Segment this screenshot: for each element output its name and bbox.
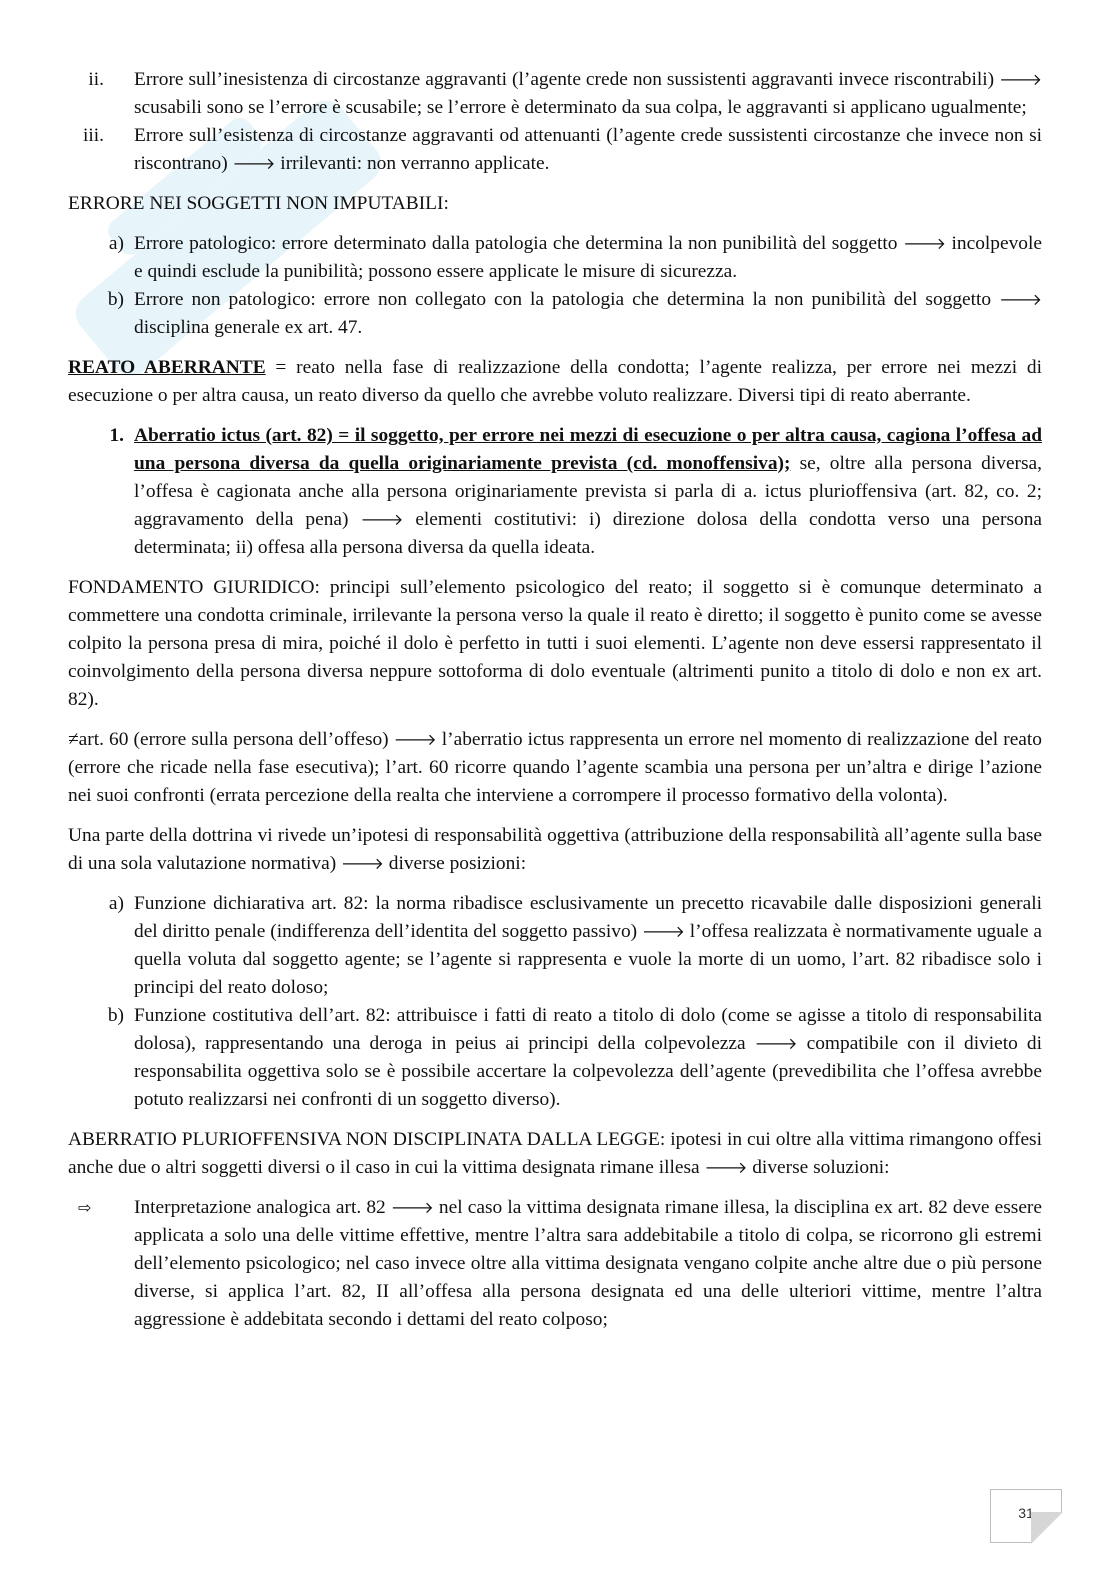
list-item: b) Funzione costitutiva dell’art. 82: attribuisce i fatti di reato a titolo di dolo (come se agisse a titolo di responsabilita dolosa), rappresentando una deroga in peius ai principi della colpevolezza 🡒 compatibile con il divieto di responsabilita oggettiva solo se è possibile accertare la colpevolezza dell’agente (prevedibilita che l’offesa avrebbe potuto realizzarsi nei confronti di un soggetto diverso). xyxy=(68,1002,1042,1114)
list-item: 1. Aberratio ictus (art. 82) = il soggetto, per errore nei mezzi di esecuzione o per altra causa, cagiona l’offesa ad una persona diversa da quella originariamente prevista (cd. monoffensiva); se, oltre alla persona diversa, l’offesa è cagionata anche alla persona originariamente prevista si parla di a. ictus plurioffensiva (art. 82, co. 2; aggravamento della pena) 🡒 elementi costitutivi: i) direzione dolosa della condotta verso una persona determinata; ii) offesa alla persona diversa da quella ideata. xyxy=(68,422,1042,562)
hollow-arrow-bullet-icon: ⇨ xyxy=(78,1198,92,1217)
list-marker: ii. xyxy=(88,69,104,90)
arrow-icon: 🡒 xyxy=(754,1034,798,1053)
page-number: 31 xyxy=(1018,1505,1034,1521)
list-marker: b) xyxy=(107,289,124,310)
section-heading: ERRORE NEI SOGGETTI NON IMPUTABILI: xyxy=(68,193,449,214)
list-marker: a) xyxy=(108,893,124,914)
list-item: iii. Errore sull’esistenza di circostanze aggravanti od attenuanti (l’agente crede sussistenti circostanze che invece non si riscontrano) 🡒 irrilevanti: non verranno applicate. xyxy=(68,122,1042,178)
art60-paragraph: ≠art. 60 (errore sulla persona dell’offeso) 🡒 l’aberratio ictus rappresenta un errore nel momento di realizzazione del reato (errore che ricade nella fase esecutiva); l’art. 60 ricorre quando l’agente scambia una persona per un’altra e dirige l’azione nei suoi confronti (errata percezione della realta che interviene a corrompere il processo formativo della volonta). xyxy=(68,729,1042,806)
list-item: a) Errore patologico: errore determinato dalla patologia che determina la non punibilità del soggetto 🡒 incolpevole e quindi esclude la punibilità; possono essere applicate le misure di sicurezza. xyxy=(68,230,1042,286)
fondamento-paragraph: FONDAMENTO GIURIDICO: principi sull’elemento psicologico del reato; il soggetto si è comunque determinato a commettere una condotta criminale, irrilevante la persona verso la quale il reato è diretto; il soggetto è punito come se avesse colpito la persona presa di mira, poiché il dolo è perfetto in tutti i suoi elementi. L’agente non deve essersi rappresentato il coinvolgimento della persona diversa neppure sottoforma di dolo eventuale (altrimenti punito a titolo di dolo e non ex art. 82). xyxy=(68,577,1042,710)
arrow-icon: 🡒 xyxy=(390,1198,434,1217)
arrow-icon: 🡒 xyxy=(641,922,685,941)
list-item: ii. Errore sull’inesistenza di circostanze aggravanti (l’agente crede non sussistenti aggravanti invece riscontrabili) 🡒 scusabili sono se l’errore è scusabile; se l’errore è determinato da sua colpa, le aggravanti si applicano ugualmente; xyxy=(68,66,1042,122)
arrow-icon: 🡒 xyxy=(232,154,276,173)
dottrina-list xyxy=(68,890,1042,1114)
numbered-list xyxy=(68,422,1042,562)
arrow-icon: 🡒 xyxy=(393,730,437,749)
list-item: b) Errore non patologico: errore non collegato con la patologia che determina la non punibilità del soggetto 🡒 disciplina generale ex art. 47. xyxy=(68,286,1042,342)
list-marker: a) xyxy=(108,233,124,254)
arrow-icon: 🡒 xyxy=(704,1158,748,1177)
plurioffensiva-paragraph: ABERRATIO PLURIOFFENSIVA NON DISCIPLINATA DALLA LEGGE: ipotesi in cui oltre alla vittima rimangono offesi anche due o altri soggetti diversi o il caso in cui la vittima designata rimane illesa 🡒 diverse soluzioni: xyxy=(68,1129,1042,1178)
dottrina-paragraph: Una parte della dottrina vi rivede un’ipotesi di responsabilità oggettiva (attribuzione della responsabilità all’agente sulla base di una sola valutazione normativa) 🡒 diverse posizioni: xyxy=(68,825,1042,874)
list-marker: b) xyxy=(107,1005,124,1026)
list-marker: 1. xyxy=(109,425,124,446)
roman-list xyxy=(68,66,1042,178)
page-curl-icon xyxy=(1031,1512,1063,1544)
list-item: a) Funzione dichiarativa art. 82: la norma ribadisce esclusivamente un precetto ricavabile dalle disposizioni generali del diritto penale (indifferenza dell’identita del soggetto passivo) 🡒 l’offesa realizzata è normativamente uguale a quella voluta dal soggetto agente; se l’agente si rappresenta e vuole la morte di un uomo, l’art. 82 ribadisce solo i principi del reato doloso; xyxy=(68,890,1042,1002)
term-heading: REATO ABERRANTE xyxy=(68,357,266,378)
list-marker: iii. xyxy=(82,125,104,146)
plurioffensiva-list xyxy=(68,1194,1042,1334)
list-item: ⇨ Interpretazione analogica art. 82 🡒 nel caso la vittima designata rimane illesa, la disciplina ex art. 82 deve essere applicata a solo una delle vittime effettive, mentre l’altra sara addebitabile a titolo di colpa, se ricorrono gli estremi dell’elemento psicologico; nel caso invece oltre alla vittima designata vengano colpite anche altre due o più persone diverse, si applica l’art. 82, II all’offesa alla persona designata ed una delle ulteriori vittime, mentre l’altra aggressione è addebitata secondo i dettami del reato colposo; xyxy=(68,1194,1042,1334)
arrow-icon: 🡒 xyxy=(999,290,1042,309)
arrow-icon: 🡒 xyxy=(903,234,946,253)
arrow-icon: 🡒 xyxy=(360,510,404,529)
page-number-box xyxy=(990,1489,1062,1543)
non-imputabili-list xyxy=(68,230,1042,342)
document-page xyxy=(68,66,1042,1346)
reato-aberrante-paragraph: REATO ABERRANTE = reato nella fase di realizzazione della condotta; l’agente realizza, per errore nei mezzi di esecuzione o per altra causa, un reato diverso da quello che avrebbe voluto realizzare. Diversi tipi di reato aberrante. xyxy=(68,357,1042,406)
arrow-icon: 🡒 xyxy=(999,70,1042,89)
arrow-icon: 🡒 xyxy=(341,854,384,873)
